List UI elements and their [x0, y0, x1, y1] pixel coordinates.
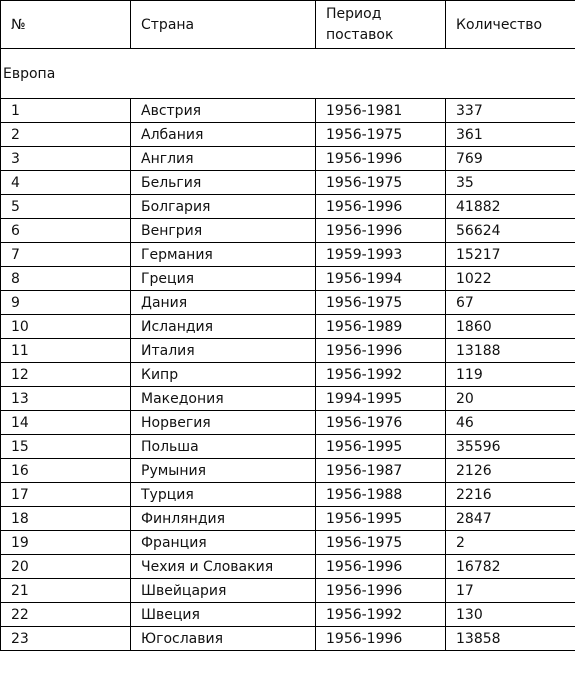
- cell-country: Румыния: [131, 459, 316, 483]
- cell-period: 1956-1975: [316, 291, 446, 315]
- cell-country: Турция: [131, 483, 316, 507]
- cell-qty: 2216: [446, 483, 575, 507]
- cell-country: Швейцария: [131, 579, 316, 603]
- table-row: [1, 315, 575, 339]
- cell-num: 9: [1, 291, 131, 315]
- cell-period: 1956-1996: [316, 579, 446, 603]
- cell-country: Англия: [131, 147, 316, 171]
- region-label: Европа: [1, 49, 575, 99]
- cell-qty: 17: [446, 579, 575, 603]
- cell-num: 23: [1, 627, 131, 651]
- cell-period: 1956-1992: [316, 603, 446, 627]
- cell-period: 1956-1975: [316, 123, 446, 147]
- table-row: [1, 363, 575, 387]
- table-row: [1, 147, 575, 171]
- cell-period: 1956-1996: [316, 219, 446, 243]
- table-row: [1, 435, 575, 459]
- cell-num: 16: [1, 459, 131, 483]
- cell-qty: 769: [446, 147, 575, 171]
- header-row: [1, 1, 575, 49]
- cell-country: Италия: [131, 339, 316, 363]
- cell-qty: 130: [446, 603, 575, 627]
- cell-period: 1956-1981: [316, 99, 446, 123]
- cell-num: 22: [1, 603, 131, 627]
- cell-period: 1956-1992: [316, 363, 446, 387]
- header-qty: Количество: [446, 1, 575, 49]
- table-row: [1, 579, 575, 603]
- header-country: Страна: [131, 1, 316, 49]
- cell-period: 1956-1996: [316, 147, 446, 171]
- cell-qty: 119: [446, 363, 575, 387]
- cell-num: 6: [1, 219, 131, 243]
- cell-period: 1956-1975: [316, 531, 446, 555]
- cell-period: 1956-1987: [316, 459, 446, 483]
- cell-num: 5: [1, 195, 131, 219]
- cell-num: 19: [1, 531, 131, 555]
- cell-num: 1: [1, 99, 131, 123]
- cell-num: 18: [1, 507, 131, 531]
- table-row: [1, 243, 575, 267]
- table-row: [1, 507, 575, 531]
- cell-qty: 1022: [446, 267, 575, 291]
- cell-country: Польша: [131, 435, 316, 459]
- cell-qty: 13188: [446, 339, 575, 363]
- cell-num: 17: [1, 483, 131, 507]
- cell-qty: 2126: [446, 459, 575, 483]
- cell-num: 12: [1, 363, 131, 387]
- cell-country: Дания: [131, 291, 316, 315]
- cell-qty: 35596: [446, 435, 575, 459]
- table-row: [1, 483, 575, 507]
- cell-num: 2: [1, 123, 131, 147]
- table-row: [1, 627, 575, 651]
- table-row: [1, 603, 575, 627]
- cell-period: 1956-1995: [316, 507, 446, 531]
- cell-country: Македония: [131, 387, 316, 411]
- cell-country: Финляндия: [131, 507, 316, 531]
- cell-qty: 35: [446, 171, 575, 195]
- table-row: [1, 387, 575, 411]
- cell-period: 1956-1988: [316, 483, 446, 507]
- cell-country: Чехия и Словакия: [131, 555, 316, 579]
- cell-qty: 46: [446, 411, 575, 435]
- cell-num: 20: [1, 555, 131, 579]
- cell-country: Албания: [131, 123, 316, 147]
- cell-period: 1956-1994: [316, 267, 446, 291]
- cell-num: 15: [1, 435, 131, 459]
- table-body: [1, 49, 575, 651]
- cell-num: 8: [1, 267, 131, 291]
- cell-country: Норвегия: [131, 411, 316, 435]
- region-row: [1, 49, 575, 99]
- cell-country: Германия: [131, 243, 316, 267]
- cell-qty: 67: [446, 291, 575, 315]
- cell-period: 1956-1976: [316, 411, 446, 435]
- cell-qty: 2: [446, 531, 575, 555]
- cell-qty: 20: [446, 387, 575, 411]
- table-row: [1, 171, 575, 195]
- cell-qty: 16782: [446, 555, 575, 579]
- header-period: Период поставок: [316, 1, 446, 49]
- cell-period: 1956-1996: [316, 339, 446, 363]
- header-num: №: [1, 1, 131, 49]
- table-row: [1, 99, 575, 123]
- table-row: [1, 267, 575, 291]
- cell-country: Югославия: [131, 627, 316, 651]
- cell-num: 10: [1, 315, 131, 339]
- cell-period: 1956-1995: [316, 435, 446, 459]
- cell-period: 1956-1975: [316, 171, 446, 195]
- cell-qty: 1860: [446, 315, 575, 339]
- cell-qty: 361: [446, 123, 575, 147]
- cell-qty: 15217: [446, 243, 575, 267]
- table-row: [1, 123, 575, 147]
- cell-country: Исландия: [131, 315, 316, 339]
- cell-country: Греция: [131, 267, 316, 291]
- cell-num: 21: [1, 579, 131, 603]
- cell-qty: 2847: [446, 507, 575, 531]
- table-row: [1, 219, 575, 243]
- cell-num: 7: [1, 243, 131, 267]
- table-row: [1, 411, 575, 435]
- cell-country: Бельгия: [131, 171, 316, 195]
- table-row: [1, 555, 575, 579]
- cell-period: 1956-1996: [316, 627, 446, 651]
- table-row: [1, 195, 575, 219]
- cell-qty: 41882: [446, 195, 575, 219]
- table-row: [1, 531, 575, 555]
- cell-country: Кипр: [131, 363, 316, 387]
- cell-period: 1956-1996: [316, 555, 446, 579]
- cell-qty: 56624: [446, 219, 575, 243]
- cell-num: 4: [1, 171, 131, 195]
- cell-qty: 13858: [446, 627, 575, 651]
- cell-num: 13: [1, 387, 131, 411]
- cell-period: 1959-1993: [316, 243, 446, 267]
- table-row: [1, 339, 575, 363]
- cell-num: 11: [1, 339, 131, 363]
- cell-period: 1956-1996: [316, 195, 446, 219]
- table-row: [1, 459, 575, 483]
- cell-num: 3: [1, 147, 131, 171]
- cell-country: Венгрия: [131, 219, 316, 243]
- cell-num: 14: [1, 411, 131, 435]
- cell-country: Австрия: [131, 99, 316, 123]
- cell-period: 1994-1995: [316, 387, 446, 411]
- cell-period: 1956-1989: [316, 315, 446, 339]
- cell-country: Болгария: [131, 195, 316, 219]
- table-row: [1, 291, 575, 315]
- cell-country: Швеция: [131, 603, 316, 627]
- cell-country: Франция: [131, 531, 316, 555]
- cell-qty: 337: [446, 99, 575, 123]
